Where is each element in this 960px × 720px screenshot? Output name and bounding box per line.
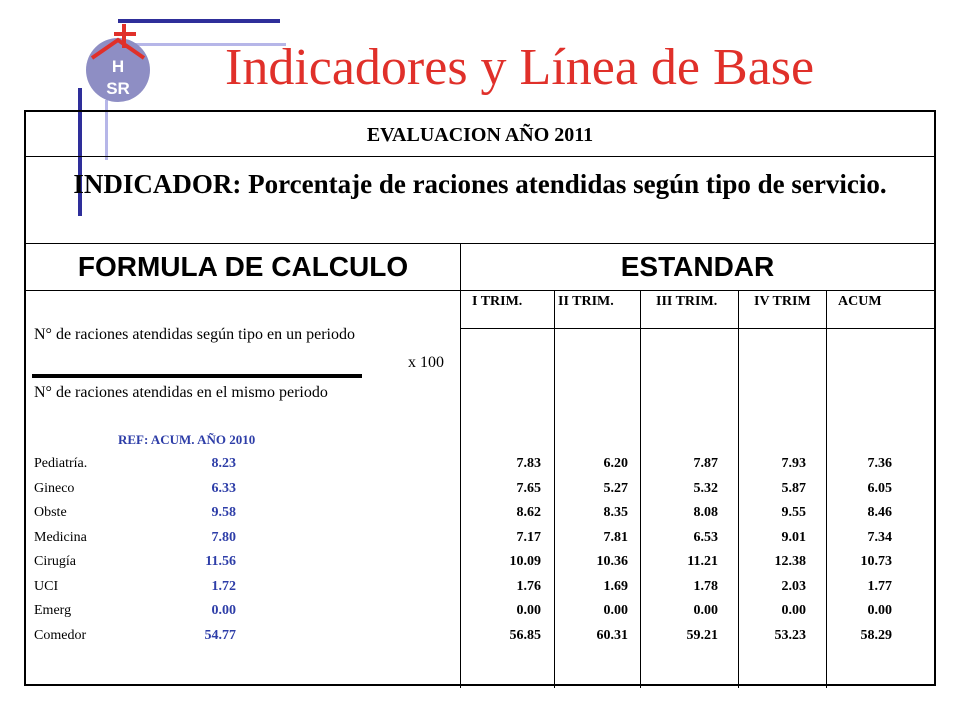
svg-text:SR: SR — [106, 79, 130, 98]
table-cell: 10.09 — [509, 554, 541, 569]
quarter-header: IV TRIM — [754, 294, 811, 309]
table-cell: 6.05 — [867, 480, 892, 496]
table-cell: 1.76 — [516, 578, 541, 594]
table-cell: 0.00 — [781, 603, 806, 618]
table-cell: 53.23 — [774, 627, 806, 643]
page-title: Indicadores y Línea de Base — [225, 39, 815, 96]
quarter-header: II TRIM. — [558, 294, 614, 309]
formula-denominator: N° de raciones atendidas en el mismo periodo — [34, 384, 328, 401]
reference-value: 6.33 — [211, 480, 236, 496]
table-cell: 7.65 — [516, 480, 541, 496]
table-cell: 11.21 — [687, 554, 718, 569]
table-cell: 8.35 — [603, 505, 628, 520]
reference-value: 11.56 — [205, 554, 236, 569]
table-cell: 1.78 — [693, 578, 718, 594]
svg-text:H: H — [111, 57, 125, 76]
table-cell: 6.53 — [693, 529, 718, 545]
formula-numerator: N° de raciones atendidas según tipo en un periodo — [34, 326, 355, 343]
reference-value: 9.58 — [211, 505, 236, 520]
table-cell: 56.85 — [509, 627, 541, 643]
row-label: Obste — [34, 505, 67, 520]
row-label: Gineco — [34, 480, 75, 496]
table-cell: 0.00 — [867, 603, 892, 618]
table-cell: 7.34 — [867, 529, 892, 545]
table-cell: 1.77 — [867, 578, 892, 594]
quarter-header: III TRIM. — [656, 294, 718, 309]
reference-value: 0.00 — [211, 603, 236, 618]
row-label: Cirugía — [34, 554, 76, 569]
reference-value: 8.23 — [211, 456, 236, 471]
table-cell: 8.62 — [516, 505, 541, 520]
table-cell: 9.01 — [781, 529, 806, 545]
table-cell: 58.29 — [860, 627, 892, 643]
reference-label: REF: ACUM. AÑO 2010 — [118, 432, 256, 447]
reference-value: 1.72 — [211, 578, 236, 594]
row-label: Medicina — [34, 529, 87, 545]
standard-header: ESTANDAR — [620, 251, 775, 282]
table-cell: 9.55 — [781, 505, 806, 520]
table-cell: 0.00 — [693, 603, 718, 618]
indicator-text: INDICADOR: Porcentaje de raciones atendidas según tipo de servicio. — [73, 169, 887, 199]
column-divider — [826, 290, 827, 688]
hospital-logo-icon — [80, 22, 160, 102]
table-cell: 60.31 — [596, 627, 628, 643]
column-divider — [738, 290, 739, 688]
table-cell: 7.81 — [603, 529, 628, 545]
table-cell: 6.20 — [603, 456, 628, 471]
evaluation-title: EVALUACION AÑO 2011 — [366, 124, 594, 146]
quarter-header: ACUM — [838, 294, 882, 309]
reference-value: 54.77 — [204, 627, 236, 643]
quarter-header-divider — [460, 328, 934, 329]
table-cell: 1.69 — [603, 578, 628, 594]
indicator-row — [26, 157, 934, 244]
fraction-bar — [32, 374, 362, 378]
table-cell: 2.03 — [781, 578, 806, 594]
row-label: Pediatría. — [34, 456, 88, 471]
table-cell: 0.00 — [516, 603, 541, 618]
table-cell: 7.93 — [781, 456, 806, 471]
table-cell: 5.87 — [781, 480, 806, 496]
table-cell: 7.87 — [693, 456, 718, 471]
quarter-header: I TRIM. — [472, 294, 523, 309]
table-cell: 7.36 — [867, 456, 892, 471]
table-cell: 0.00 — [603, 603, 628, 618]
table-cell: 12.38 — [774, 554, 806, 569]
table-cell: 7.83 — [516, 456, 541, 471]
formula-multiplier: x 100 — [408, 354, 444, 371]
reference-value: 7.80 — [211, 529, 236, 545]
table-cell: 10.73 — [860, 554, 892, 569]
table-cell: 5.27 — [603, 480, 628, 496]
table-cell: 10.36 — [596, 554, 628, 569]
row-label: Comedor — [34, 627, 87, 643]
table-cell: 59.21 — [686, 627, 718, 643]
column-divider — [554, 290, 555, 688]
column-divider — [460, 290, 461, 688]
row-label: Emerg — [34, 603, 72, 618]
table-cell: 5.32 — [693, 480, 718, 496]
table-cell: 7.17 — [516, 529, 541, 545]
table-cell: 8.08 — [693, 505, 718, 520]
row-label: UCI — [34, 578, 59, 594]
formula-header: FORMULA DE CALCULO — [77, 251, 409, 282]
indicator-table — [24, 110, 936, 686]
table-cell: 8.46 — [867, 505, 892, 520]
column-divider — [640, 290, 641, 688]
evaluation-row — [26, 112, 934, 157]
